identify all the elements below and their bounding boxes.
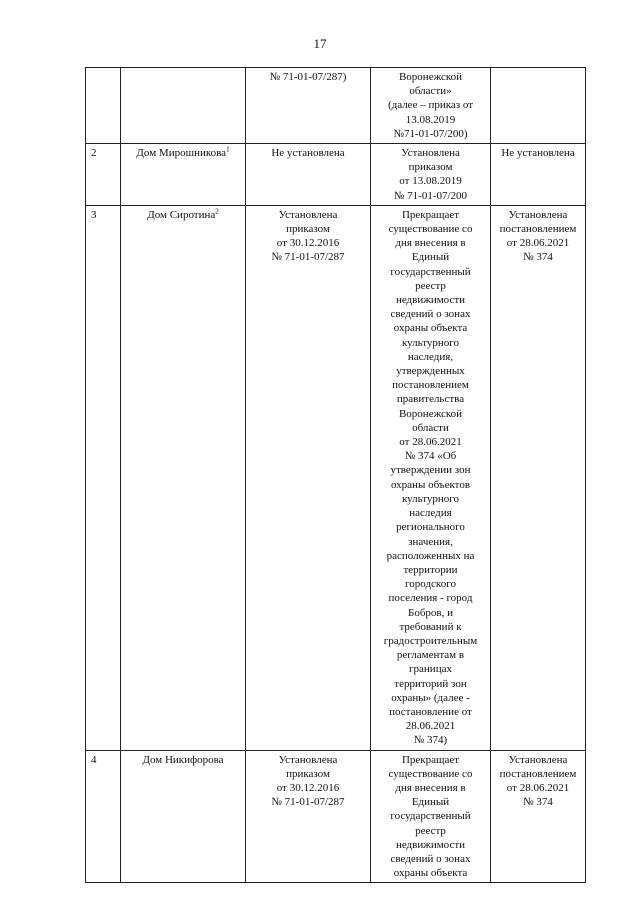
cell-text-line: государственный: [390, 810, 471, 823]
cell-text-line: наследия: [409, 507, 452, 520]
cell-text-line: Установлена: [278, 753, 338, 766]
cell-text-line: Установлена: [508, 208, 568, 221]
cell-text-line: дня внесения в: [395, 237, 466, 250]
cell-text-line: культурного: [401, 336, 460, 349]
cell-text-line: реестр: [415, 824, 446, 837]
col4-cell: [371, 68, 491, 144]
col5-cell: [491, 205, 586, 750]
object-name: Дом Никифорова: [142, 753, 224, 766]
cell-text-line: реестр: [415, 279, 446, 292]
cell-text-line: Прекращает: [401, 753, 460, 766]
row-number-cell: [86, 68, 121, 144]
cell-text-line: № 71-01-07/287): [269, 71, 347, 83]
cell-text-line: (далее – приказ от: [387, 99, 474, 112]
cell-text-line: дня внесения в: [395, 781, 466, 794]
cell-text-line: охраны объекта: [393, 322, 468, 335]
cell-text-line: от 13.08.2019: [399, 175, 462, 188]
col4-cell: [371, 144, 491, 206]
table-row: [86, 750, 586, 883]
cell-text-line: от 30.12.2016: [276, 237, 340, 250]
cell-text-line: наследия,: [407, 350, 454, 363]
cell-text-line: № 71-01-07/287: [271, 796, 345, 809]
cell-text-line: №71-01-07/200): [393, 127, 468, 140]
object-name: Дом Мирошникова: [136, 147, 227, 160]
row-number-cell: 4: [86, 750, 121, 883]
cell-text-line: № 374 «Об: [404, 450, 457, 463]
cell-text-line: приказом: [286, 223, 330, 236]
cell-text-line: Не установлена: [271, 147, 345, 160]
cell-text-line: охраны объекта: [393, 867, 468, 880]
cell-text-line: правительства: [396, 393, 465, 406]
col3-cell: [246, 205, 371, 750]
cell-text-line: от 30.12.2016: [276, 781, 340, 794]
col3-cell: [246, 750, 371, 883]
cell-text-line: Установлена: [278, 208, 338, 221]
cell-text-line: городского: [405, 578, 456, 591]
cell-text-line: постановлением: [499, 223, 577, 236]
col3-cell: [246, 144, 371, 206]
table-row: [86, 68, 586, 144]
cell-text-line: расположенных на: [386, 549, 475, 562]
row-number-cell: 3: [86, 205, 121, 750]
object-name-cell: [121, 205, 246, 750]
cell-text-line: значения,: [408, 535, 453, 548]
cell-text-line: постановлением: [499, 767, 577, 780]
cell-text-line: № 374: [523, 796, 553, 809]
cell-text-line: Не установлена: [501, 147, 575, 160]
cell-text-line: поселения - город: [388, 592, 473, 605]
cell-text-line: границах: [409, 663, 452, 676]
cell-text-line: Единый: [411, 251, 450, 264]
footnote-marker: 1: [226, 145, 230, 154]
cell-text-line: Единый: [411, 796, 450, 809]
cell-text-line: Установлена: [508, 753, 568, 766]
row-number-cell: 2: [86, 144, 121, 206]
cell-text-line: требований к: [399, 620, 462, 633]
cell-text-line: приказом: [286, 767, 330, 780]
cell-text-line: Бобров, и: [408, 606, 453, 619]
cell-text-line: охраны объектов: [390, 478, 471, 491]
cell-text-line: сведений о зонах: [390, 308, 471, 321]
col5-cell: [491, 144, 586, 206]
object-name: Дом Сиротина: [147, 208, 216, 221]
cell-text-line: Воронежской: [398, 407, 463, 420]
object-name-cell: [121, 144, 246, 206]
cell-text-line: области»: [409, 85, 452, 98]
table-row: [86, 144, 586, 206]
cell-text-line: постановление от: [389, 705, 472, 718]
cell-text-line: приказом: [408, 161, 453, 174]
cell-text-line: государственный: [390, 265, 471, 278]
cell-text-line: утверждении зон: [390, 464, 471, 477]
cell-text-line: № 374): [413, 734, 448, 747]
cell-text-line: охраны» (далее -: [391, 691, 470, 704]
cell-text-line: регионального: [396, 521, 465, 534]
cell-text-line: Прекращает: [401, 208, 460, 221]
cell-text-line: существование со: [388, 767, 473, 780]
object-name-cell: [121, 750, 246, 883]
cell-text-line: культурного: [401, 492, 460, 505]
object-name-cell: [121, 68, 246, 144]
cell-text-line: регламентам в: [396, 649, 465, 662]
cell-text-line: № 71-01-07/200: [393, 189, 468, 202]
cell-text-line: области: [412, 421, 449, 434]
cell-text-line: градостроительным: [383, 634, 478, 647]
table-row: [86, 205, 586, 750]
cell-text-line: территории: [403, 563, 458, 576]
cell-text-line: от 28.06.2021: [399, 436, 462, 449]
cell-text-line: Установлена: [401, 147, 460, 160]
footnote-marker: 2: [215, 207, 219, 216]
cell-text-line: недвижимости: [395, 294, 466, 307]
cell-text-line: № 374: [523, 251, 553, 264]
cell-text-line: Воронежской: [398, 71, 463, 83]
col3-cell: [246, 68, 371, 144]
document-table: [85, 67, 586, 883]
col5-cell: [491, 750, 586, 883]
cell-text-line: 28.06.2021: [405, 720, 456, 733]
col4-cell: [371, 750, 491, 883]
col4-cell: [371, 205, 491, 750]
cell-text-line: от 28.06.2021: [506, 237, 570, 250]
cell-text-line: от 28.06.2021: [506, 781, 570, 794]
cell-text-line: постановлением: [392, 379, 469, 392]
cell-text-line: № 71-01-07/287: [271, 251, 345, 264]
cell-text-line: территорий зон: [394, 677, 467, 690]
page-number: 17: [313, 36, 327, 51]
cell-text-line: утвержденных: [396, 365, 465, 378]
cell-text-line: 13.08.2019: [405, 113, 456, 126]
cell-text-line: недвижимости: [395, 838, 466, 851]
col5-cell: [491, 68, 586, 144]
cell-text-line: сведений о зонах: [390, 852, 471, 865]
cell-text-line: существование со: [388, 223, 473, 236]
